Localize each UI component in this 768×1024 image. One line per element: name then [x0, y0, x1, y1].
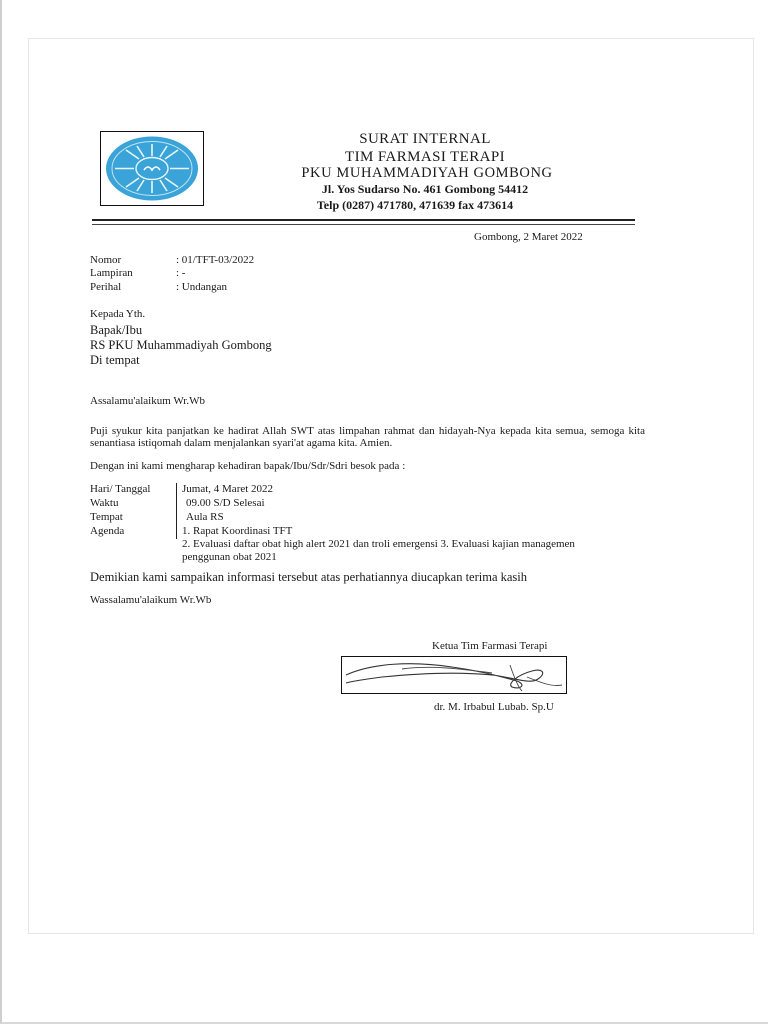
event-agenda-item-2-cont: penggunan obat 2021: [182, 551, 277, 563]
header-divider: [92, 219, 635, 221]
team-name: TIM FARMASI TERAPI: [345, 149, 505, 165]
recipient-line-2: RS PKU Muhammadiyah Gombong: [90, 338, 272, 352]
muhammadiyah-logo-icon: [100, 131, 204, 206]
body-paragraph-2: Dengan ini kami mengharap kehadiran bapak/Ibu/Sdr/Sdri besok pada :: [90, 460, 406, 472]
opening-salutation: Assalamu'alaikum Wr.Wb: [90, 395, 205, 407]
closing-salutation: Wassalamu'alaikum Wr.Wb: [90, 594, 212, 606]
event-time-value: 09.00 S/D Selesai: [186, 497, 265, 509]
event-agenda-label: Agenda: [90, 525, 125, 537]
address-line: Jl. Yos Sudarso No. 461 Gombong 54412: [321, 182, 529, 196]
event-time-label: Waktu: [90, 497, 119, 509]
letter-title: SURAT INTERNAL: [359, 131, 491, 147]
event-place-label: Tempat: [90, 511, 123, 523]
header-divider-thin: [92, 224, 635, 225]
event-agenda-item-2: 2. Evaluasi daftar obat high alert 2021 dan troli emergensi 3. Evaluasi kajian managemen: [182, 538, 575, 550]
closing-sentence: Demikian kami sampaikan informasi tersebut atas perhatiannya diucapkan terima kasih: [90, 570, 528, 584]
recipient-greeting: Kepada Yth.: [90, 308, 146, 320]
body-paragraph-1: Puji syukur kita panjatkan ke hadirat Allah SWT atas limpahan rahmat dan hidayah-Nya kepada kita semua, semoga kita senantiasa istiqomah dalam menjalankan syari'at agama kita. Amien.: [90, 425, 645, 449]
meta-label-perihal: Perihal: [90, 281, 122, 293]
organization-name: PKU MUHAMMADIYAH GOMBONG: [301, 165, 553, 181]
meta-value-nomor: : 01/TFT-03/2022: [176, 254, 255, 266]
meta-label-nomor: Nomor: [90, 254, 122, 266]
letter-date: Gombong, 2 Maret 2022: [474, 231, 583, 243]
signatory-role: Ketua Tim Farmasi Terapi: [432, 640, 548, 652]
meta-value-lampiran: : -: [176, 267, 186, 279]
event-place-value: Aula RS: [186, 511, 224, 523]
recipient-line-3: Di tempat: [90, 353, 140, 367]
event-agenda-item-1: 1. Rapat Koordinasi TFT: [182, 525, 293, 537]
signatory-name: dr. M. Irbabul Lubab. Sp.U: [434, 701, 554, 713]
handwritten-signature: [341, 656, 567, 694]
recipient-line-1: Bapak/Ibu: [90, 323, 143, 337]
phone-line: Telp (0287) 471780, 471639 fax 473614: [316, 198, 514, 212]
meta-label-lampiran: Lampiran: [90, 267, 133, 279]
event-day-value: Jumat, 4 Maret 2022: [182, 483, 274, 495]
event-day-label: Hari/ Tanggal: [90, 483, 151, 495]
event-table-divider: [176, 483, 177, 539]
meta-value-perihal: : Undangan: [176, 281, 228, 293]
